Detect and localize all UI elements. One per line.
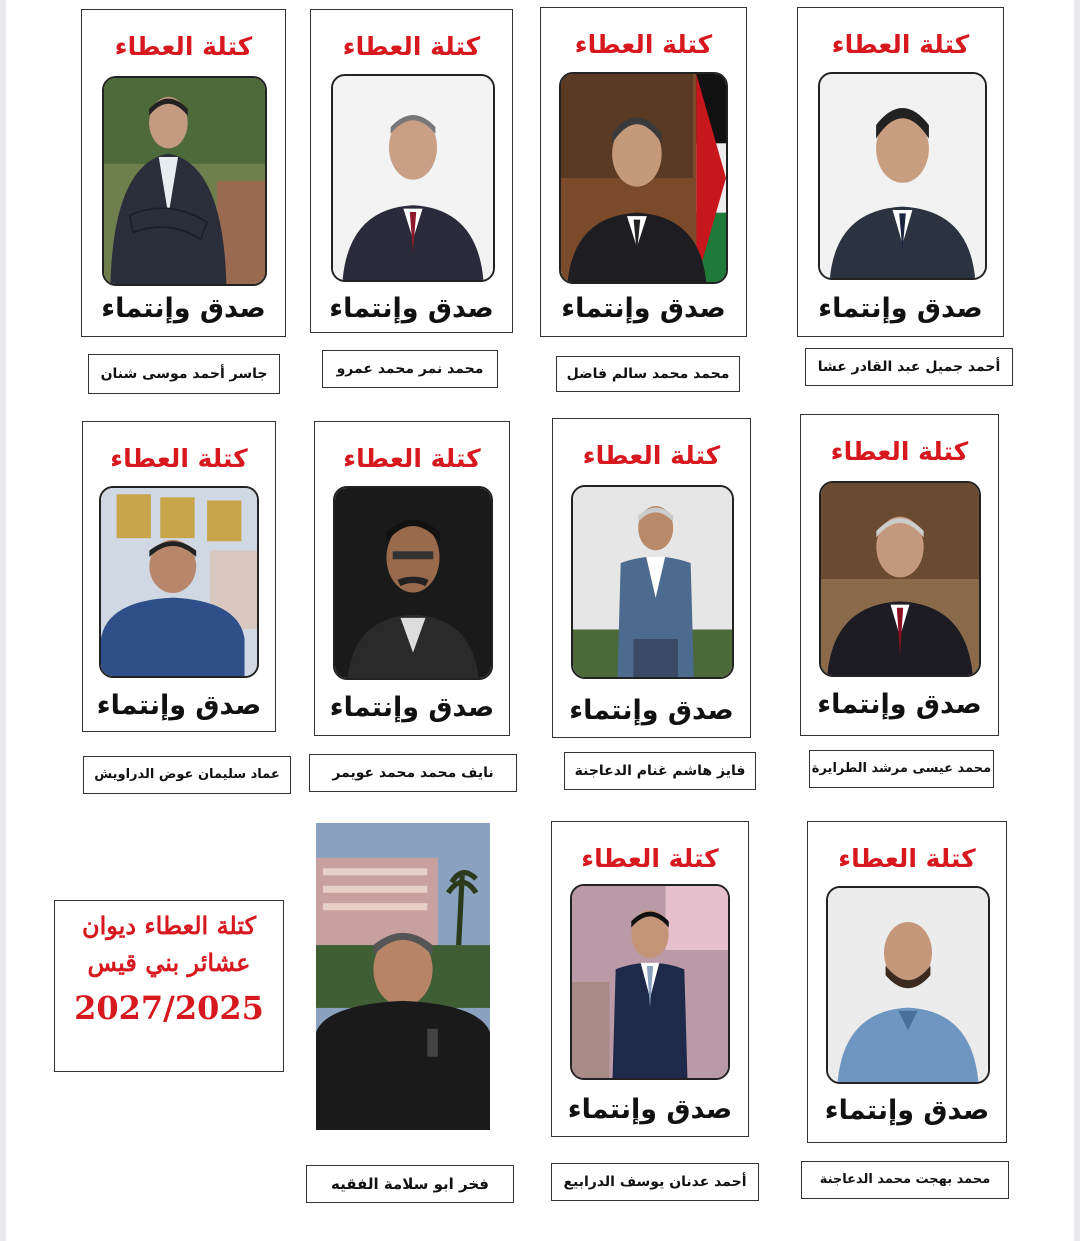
candidate-card <box>552 418 751 738</box>
card-slogan: صدق وإنتماء <box>561 293 726 324</box>
card-title: كتلة العطاء <box>343 444 481 473</box>
candidate-card <box>540 7 747 337</box>
candidate-photo <box>570 884 730 1080</box>
info-title: كتلة العطاء ديوان <box>81 911 257 940</box>
candidate-photo <box>102 76 267 286</box>
candidate-name: محمد نمر محمد عمرو <box>322 350 498 388</box>
candidate-card <box>551 821 749 1137</box>
candidate-photo <box>99 486 259 678</box>
card-slogan: صدق وإنتماء <box>101 293 266 324</box>
card-title: كتلة العطاء <box>342 32 481 61</box>
candidate-photo <box>333 486 493 680</box>
candidate-card <box>807 821 1007 1143</box>
candidate-name: محمد محمد سالم فاضل <box>556 356 740 392</box>
candidate-name: محمد بهجت محمد الدعاجنة <box>801 1161 1009 1199</box>
candidate-card <box>81 9 286 337</box>
card-title: كتلة العطاء <box>838 844 976 873</box>
card-title: كتلة العطاء <box>581 844 719 873</box>
candidate-name: عماد سليمان عوض الدراويش <box>83 756 291 794</box>
candidate-photo <box>331 74 495 282</box>
card-title: كتلة العطاء <box>114 32 253 61</box>
candidate-name: جاسر أحمد موسى شنان <box>88 354 280 394</box>
candidate-name: أحمد عدنان يوسف الدرابيع <box>551 1163 759 1201</box>
candidate-name: محمد عيسى مرشد الطرايرة <box>809 750 994 788</box>
candidate-card <box>310 9 513 333</box>
card-slogan: صدق وإنتماء <box>569 695 734 726</box>
info-years: 2027/2025 <box>74 989 264 1027</box>
candidate-card <box>797 7 1004 337</box>
card-title: كتلة العطاء <box>830 437 969 466</box>
info-box <box>54 900 284 1072</box>
info-subtitle: عشائر بني قيس <box>87 948 251 977</box>
candidate-photo <box>559 72 728 284</box>
card-slogan: صدق وإنتماء <box>817 689 982 720</box>
candidate-photo <box>316 823 490 1130</box>
card-title: كتلة العطاء <box>831 30 970 59</box>
card-slogan: صدق وإنتماء <box>329 692 495 723</box>
candidate-card <box>800 414 999 736</box>
candidate-name: فايز هاشم غنام الدعاجنة <box>564 752 756 790</box>
card-slogan: صدق وإنتماء <box>824 1095 990 1126</box>
candidate-card <box>314 421 510 736</box>
card-slogan: صدق وإنتماء <box>818 293 983 324</box>
card-slogan: صدق وإنتماء <box>96 690 262 721</box>
card-title: كتلة العطاء <box>574 30 713 59</box>
candidate-photo <box>826 886 990 1084</box>
candidate-card <box>82 421 276 732</box>
candidate-photo <box>571 485 734 679</box>
candidate-name: أحمد جميل عبد القادر عشا <box>805 348 1013 386</box>
candidate-name: نايف محمد محمد عويمر <box>309 754 517 792</box>
card-title: كتلة العطاء <box>110 444 248 473</box>
candidate-name: فخر ابو سلامة الفقيه <box>306 1165 514 1203</box>
card-slogan: صدق وإنتماء <box>567 1094 733 1125</box>
candidate-photo <box>819 481 981 677</box>
card-title: كتلة العطاء <box>582 441 721 470</box>
card-slogan: صدق وإنتماء <box>329 293 494 324</box>
candidate-photo <box>818 72 987 280</box>
